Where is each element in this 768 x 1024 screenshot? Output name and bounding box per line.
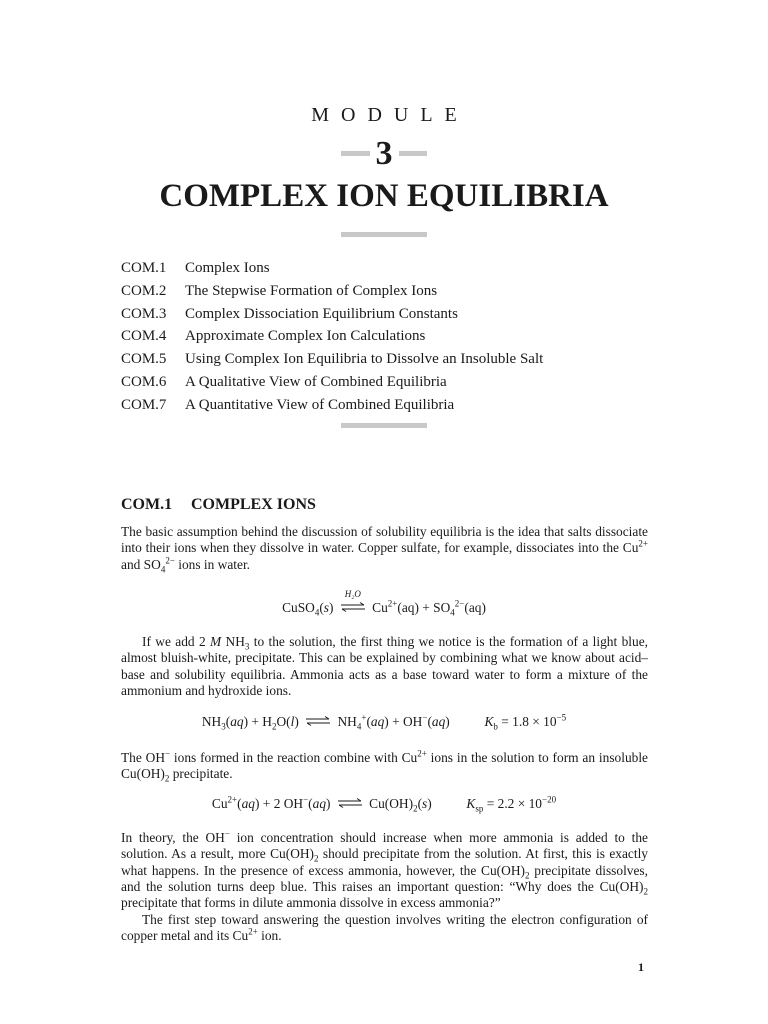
paragraph-4: In theory, the OH− ion concentration should increase when more ammonia is added to the solution. As a result, more $Cu(OH)_2$ should precipitate from the solution. At first, this is exactly what happens. In the presence of excess ammonia, however, the $Cu(OH)_2$ precipitate dissolves, and the solution turns deep blue. This raises an important question: “Why does the $Cu(OH)_2$ precipitate that forms in dilute ammonia dissolve in excess ammonia?” (121, 828, 648, 911)
arrow-label: H₂O (344, 589, 361, 599)
module-number: 3 (370, 134, 399, 174)
text-run: In theory, the OH (121, 830, 225, 845)
equation-3: $Cu^{2+}(aq) + 2$ OH−(aq) $Cu(OH)_2(s) K_{sp} = 2.2 \times 10^{-20}$ (211, 794, 557, 814)
text-run: precipitate. (169, 766, 233, 782)
paragraph-3: The OH− ions formed in the reaction combine with $Cu^{2+}$ ions in the solution to form an insoluble $Cu(OH)_2$ precipitate. (121, 748, 649, 784)
text-run: ions in the solution to form an insoluble Cu(OH) (121, 750, 649, 782)
toc-title: Approximate Complex Ion Calculations (185, 328, 426, 345)
toc-code: COM.1 (121, 260, 167, 276)
paragraph-5: The first step toward answering the question involves writing the electron configuration of copper metal and its $Cu^{2+}$ ion. (121, 912, 648, 944)
toc-title: A Quantitative View of Combined Equilibria (185, 396, 455, 413)
module-title: COMPLEX ION EQUILIBRIA (159, 178, 609, 214)
text-run: NH (221, 634, 245, 649)
toc-item (121, 303, 681, 326)
toc-title: Complex Dissociation Equilibrium Constants (185, 305, 458, 322)
section-code: COM.1 (121, 496, 173, 513)
text-run: and SO (121, 556, 161, 572)
toc-code: COM.5 (121, 351, 167, 368)
toc-item (121, 280, 681, 303)
text-run: to the solution, the first thing we notice is the formation of a light blue, almost bluish-white, precipitate. This can be explained by combining what we know about acid–base and solubility equilibria. Ammonia acts as a base toward water to form a mixture of the ammonium and hydroxide ions. (121, 634, 648, 698)
text-run: precipitate dissolves, and the solution turns deep blue. This raises an important question: “Why does the Cu(OH) (121, 862, 648, 894)
page-number: 1 (638, 960, 644, 974)
toc-item (121, 257, 681, 280)
toc-code: COM.3 (121, 305, 167, 322)
text-run: ion concentration should increase when more ammonia is added to the solution. As a result, more Cu(OH) (121, 830, 648, 862)
equilibrium-arrow-icon (337, 796, 363, 812)
equation-2: $NH_3(aq) + H_2O(l) NH_4^+(aq) + OH^-(aq) K_b = 1.8 \times 10^{-5}$ (201, 712, 567, 732)
toc-item (121, 394, 681, 417)
module-label: MODULE (311, 104, 469, 126)
subscript: 3 (244, 641, 250, 652)
text-run: The basic assumption behind the discussion of solubility equilibria is the idea that salts dissociate into their ions when they dissolve in water. Copper sulfate, for example, dissociates into the Cu (121, 524, 648, 556)
text-run: The first step toward answering the question involves writing the electron configuration of copper metal and its Cu (121, 912, 648, 944)
equilibrium-arrow-icon (305, 714, 331, 730)
paragraph-1 (121, 524, 648, 573)
constant-symbol: K (484, 714, 494, 729)
toc-title: Complex Ions (185, 260, 270, 276)
text-run: ions formed in the reaction combine with Cu (170, 750, 418, 765)
constant-value: = 1.8 × 10 (497, 714, 557, 729)
toc-code: COM.7 (121, 396, 167, 413)
superscript: 2− (165, 555, 175, 566)
text-run: precipitate that forms in dilute ammonia dissolve in excess ammonia?” (121, 895, 501, 911)
toc-item (121, 325, 681, 348)
molar-symbol: M (210, 634, 222, 649)
toc-code: COM.6 (121, 373, 167, 390)
subscript: 4 (160, 564, 166, 575)
toc-item (121, 371, 681, 394)
text-run: If we add 2 (142, 634, 211, 649)
equation-1: CuSO$_4$(s) H₂O $Cu^{2+}(aq) + SO_4^{2-}(aq)$ (282, 589, 486, 618)
toc-title: The Stepwise Formation of Complex Ions (185, 282, 438, 299)
text-run: should precipitate from the solution. At first, this is exactly what happens. In the presence of excess ammonia, however, the Cu(OH) (121, 846, 648, 878)
subscript: b (493, 721, 498, 732)
constant-symbol: K (466, 796, 476, 811)
section-heading (121, 496, 316, 514)
text-run: The OH (121, 750, 166, 765)
toc-rule (341, 423, 427, 428)
toc-title: A Qualitative View of Combined Equilibria (185, 373, 447, 390)
constant-value: = 2.2 × 10 (483, 796, 542, 811)
paragraph-2 (121, 634, 648, 699)
section-title: COMPLEX IONS (191, 496, 316, 513)
toc-code: COM.4 (121, 328, 167, 345)
subscript: sp (475, 803, 484, 814)
equilibrium-arrow-icon (340, 589, 366, 616)
text-run: (aq) (464, 600, 486, 615)
module-number-wrap (0, 134, 768, 174)
superscript: 2+ (638, 538, 648, 549)
toc-code: COM.2 (121, 282, 167, 299)
title-rule (341, 232, 427, 237)
text-run: ions in water. (174, 556, 251, 572)
toc-title: Using Complex Ion Equilibria to Dissolve an Insoluble Salt (185, 351, 544, 368)
table-of-contents (121, 257, 681, 417)
toc-item (121, 348, 681, 371)
text-run: (aq) + SO (397, 600, 451, 615)
text-run: ion. (257, 928, 282, 944)
